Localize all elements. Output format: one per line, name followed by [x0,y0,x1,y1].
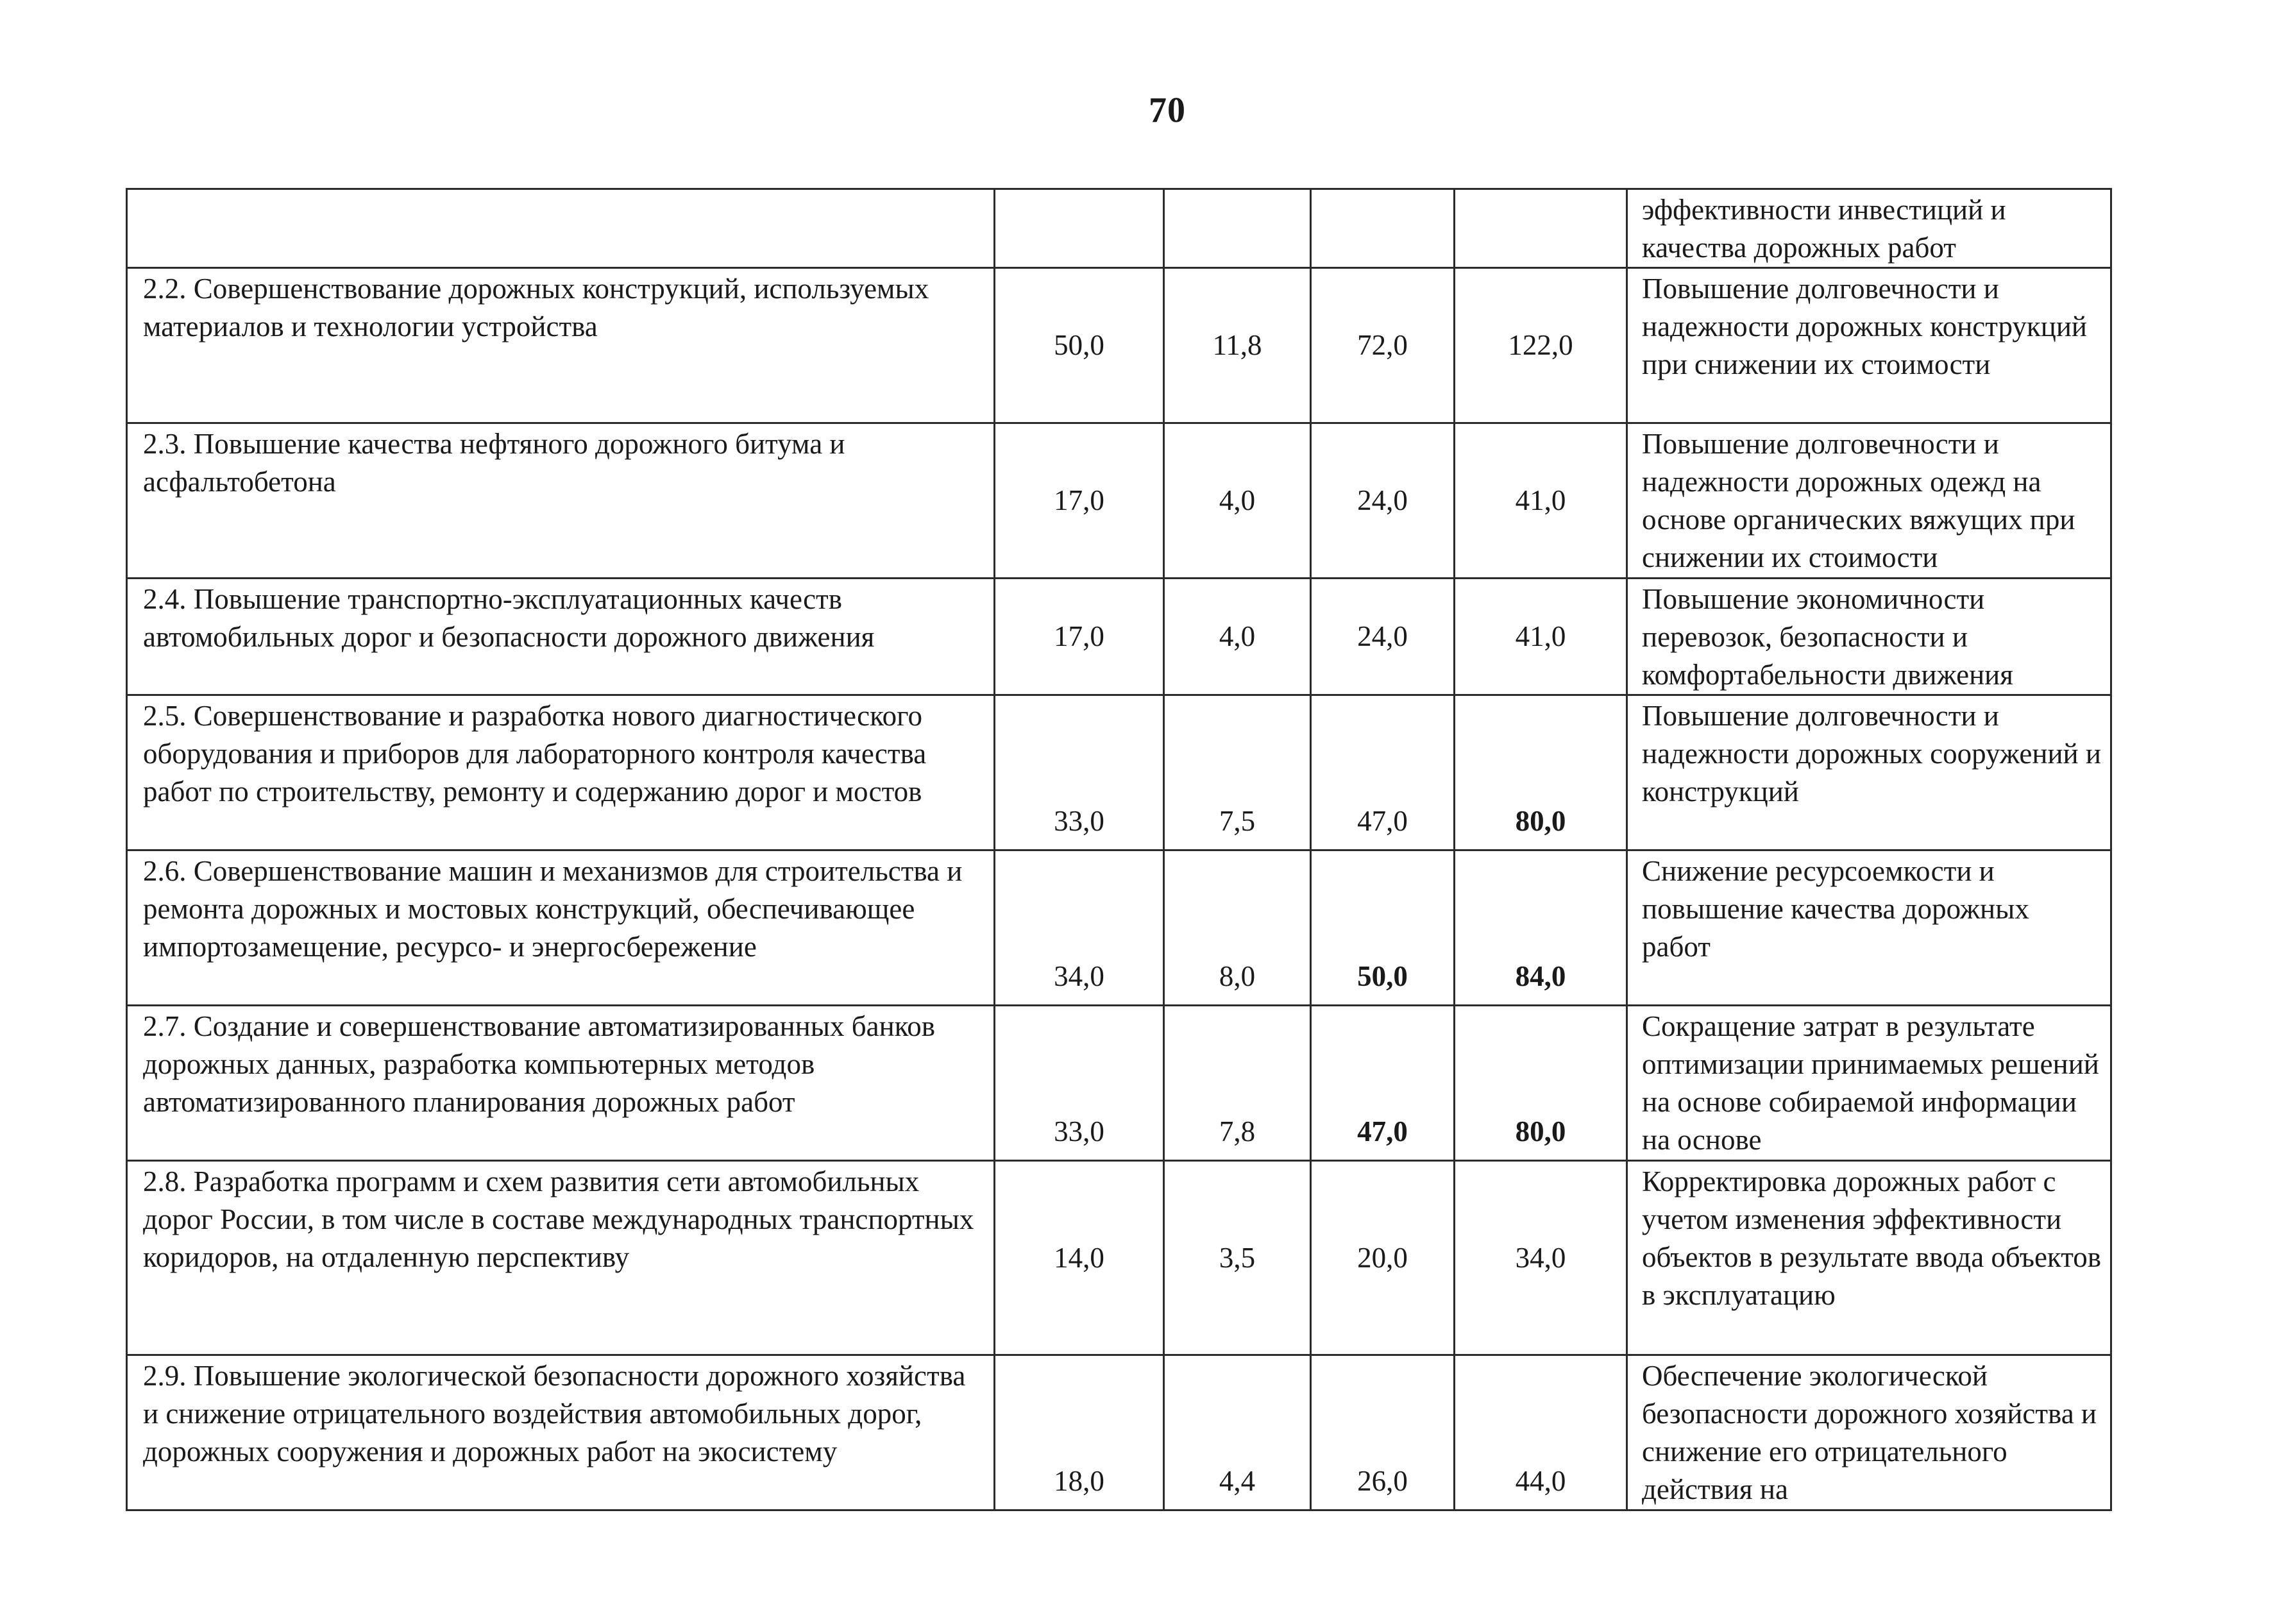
result-cell: Сокращение затрат в результате оптимизации принимаемых решений на основе собираемой информации на основе [1627,1006,2111,1161]
value-cell: 26,0 [1311,1355,1455,1510]
value-cell: 41,0 [1455,423,1627,579]
value-cell: 34,0 [995,850,1164,1006]
value-cell: 24,0 [1311,579,1455,695]
result-cell: Повышение экономичности перевозок, безопасности и комфортабельности движения [1627,579,2111,695]
table-row [127,423,2111,579]
value-cell: 44,0 [1455,1355,1627,1510]
task-name-cell [127,189,995,268]
value-cell [1455,189,1627,268]
value-cell: 34,0 [1455,1161,1627,1355]
value-cell: 4,0 [1164,423,1311,579]
task-name-cell: 2.8. Разработка программ и схем развития сети автомобильных дорог России, в том числе в составе международных транспортных коридоров, на отдаленную перспективу [127,1161,995,1355]
table-row [127,1161,2111,1355]
value-cell: 50,0 [1311,850,1455,1006]
result-cell: Повышение долговечности и надежности дорожных сооружений и конструкций [1627,695,2111,850]
value-cell: 18,0 [995,1355,1164,1510]
value-cell [1164,189,1311,268]
value-cell: 41,0 [1455,579,1627,695]
table-row [127,268,2111,423]
value-cell: 33,0 [995,1006,1164,1161]
value-cell [995,189,1164,268]
task-name-cell: 2.2. Совершенствование дорожных конструкций, используемых материалов и технологии устройства [127,268,995,423]
value-cell: 47,0 [1311,1006,1455,1161]
table-row [127,189,2111,268]
task-name-cell: 2.3. Повышение качества нефтяного дорожного битума и асфальтобетона [127,423,995,579]
table-row [127,695,2111,850]
value-cell [1311,189,1455,268]
value-cell: 11,8 [1164,268,1311,423]
value-cell: 8,0 [1164,850,1311,1006]
value-cell: 17,0 [995,423,1164,579]
table-row [127,1355,2111,1510]
value-cell: 17,0 [995,579,1164,695]
value-cell: 7,8 [1164,1006,1311,1161]
value-cell: 72,0 [1311,268,1455,423]
result-cell: Корректировка дорожных работ с учетом изменения эффективности объектов в результате ввода объектов в эксплуатацию [1627,1161,2111,1355]
program-table [126,188,2112,1511]
result-cell: эффективности инвестиций и качества дорожных работ [1627,189,2111,268]
result-cell: Снижение ресурсоемкости и повышение качества дорожных работ [1627,850,2111,1006]
task-name-cell: 2.9. Повышение экологической безопасности дорожного хозяйства и снижение отрицательного воздействия автомобильных дорог, дорожных сооружения и дорожных работ на экосистему [127,1355,995,1510]
value-cell: 80,0 [1455,1006,1627,1161]
value-cell: 47,0 [1311,695,1455,850]
task-name-cell: 2.7. Создание и совершенствование автоматизированных банков дорожных данных, разработка компьютерных методов автоматизированного планирования дорожных работ [127,1006,995,1161]
result-cell: Повышение долговечности и надежности дорожных одежд на основе органических вяжущих при снижении их стоимости [1627,423,2111,579]
result-cell: Обеспечение экологической безопасности дорожного хозяйства и снижение его отрицательного действия на [1627,1355,2111,1510]
task-name-cell: 2.6. Совершенствование машин и механизмов для строительства и ремонта дорожных и мостовых конструкций, обеспечивающее импортозамещение, ресурсо- и энергосбережение [127,850,995,1006]
task-name-cell: 2.4. Повышение транспортно-эксплуатационных качеств автомобильных дорог и безопасности дорожного движения [127,579,995,695]
value-cell: 33,0 [995,695,1164,850]
table-row [127,850,2111,1006]
value-cell: 84,0 [1455,850,1627,1006]
value-cell: 14,0 [995,1161,1164,1355]
value-cell: 4,0 [1164,579,1311,695]
table-row [127,579,2111,695]
table-row [127,1006,2111,1161]
value-cell: 50,0 [995,268,1164,423]
value-cell: 7,5 [1164,695,1311,850]
value-cell: 3,5 [1164,1161,1311,1355]
value-cell: 122,0 [1455,268,1627,423]
task-name-cell: 2.5. Совершенствование и разработка нового диагностического оборудования и приборов для лабораторного контроля качества работ по строительству, ремонту и содержанию дорог и мостов [127,695,995,850]
page-number: 70 [1149,90,1186,130]
result-cell: Повышение долговечности и надежности дорожных конструкций при снижении их стоимости [1627,268,2111,423]
value-cell: 4,4 [1164,1355,1311,1510]
value-cell: 24,0 [1311,423,1455,579]
value-cell: 20,0 [1311,1161,1455,1355]
value-cell: 80,0 [1455,695,1627,850]
